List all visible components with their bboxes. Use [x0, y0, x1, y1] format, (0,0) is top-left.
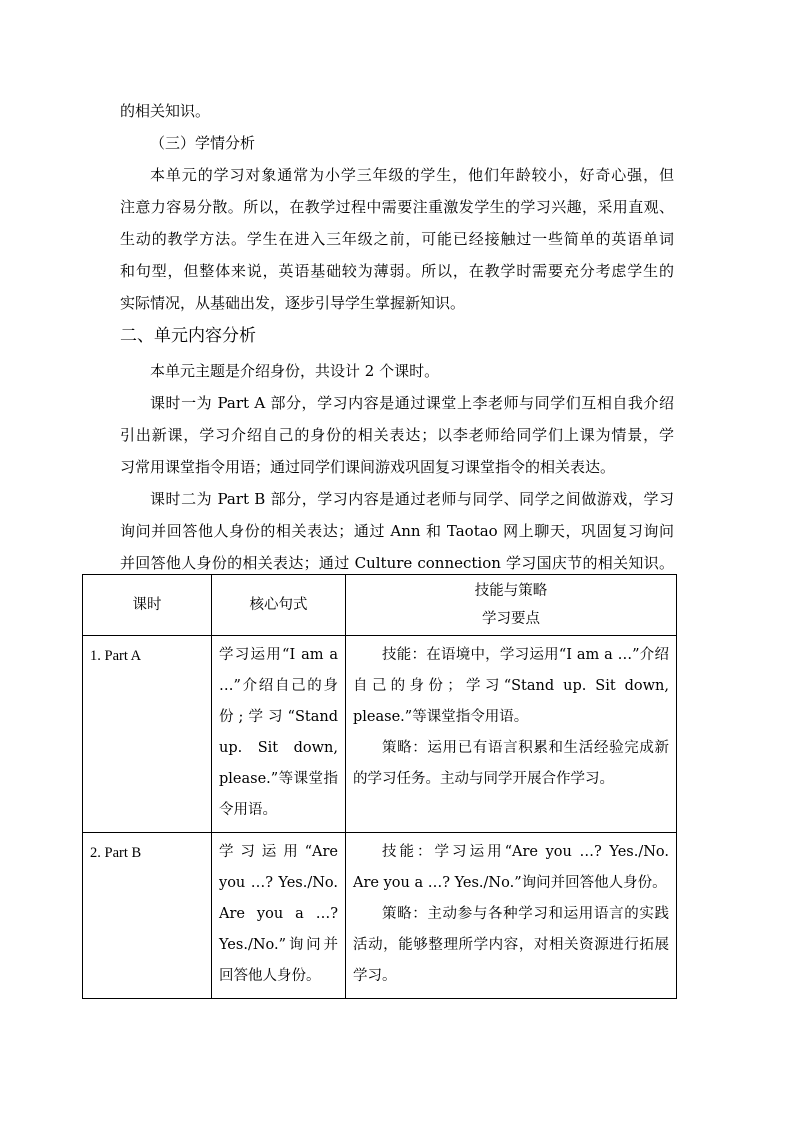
intro-tail-text: 的相关知识。: [120, 102, 211, 120]
header-core-sentences: 核心句式: [212, 575, 346, 636]
section-2-p3-line: 课时二为 Part B 部分，学习内容是通过老师与同学、同学之间做游戏，学习: [150, 490, 674, 508]
header-lesson: 课时: [83, 575, 212, 636]
section-2-title: 二、单元内容分析: [120, 326, 256, 346]
header-skills: [346, 575, 677, 636]
row-lesson: 2. Part B: [83, 833, 212, 999]
section-3-line: 和句型，但整体来说，英语基础较为薄弱。所以，在教学时需要充分考虑学生的: [120, 262, 674, 280]
row-lesson: 1. Part A: [83, 636, 212, 833]
section-2-p2-line: 课时一为 Part A 部分，学习内容是通过课堂上李老师与同学们互相自我介绍: [150, 394, 674, 412]
section-3-title: （三）学情分析: [150, 134, 256, 152]
row-core-sentence: 学习运用“Are you …? Yes./No. Are you a …? Yes./No.”询问并回答他人身份。: [212, 833, 346, 999]
row-skill-text: 技能：在语境中，学习运用“I am a …”介绍自己的身份；学习“Stand up. Sit down, please.”等课堂指令用语。: [353, 647, 669, 725]
section-2-p2-line: 引出新课，学习介绍自己的身份的相关表达；以李老师给同学们上课为情景，学: [120, 426, 674, 444]
section-2-paragraph-1: 本单元主题是介绍身份，共设计 2 个课时。: [150, 362, 440, 380]
row-skill-text: 技能：学习运用“Are you …? Yes./No. Are you a …? Yes./No.”询问并回答他人身份。: [353, 844, 669, 891]
section-2-p3-line: 询问并回答他人身份的相关表达；通过 Ann 和 Taotao 网上聊天，巩固复习询问: [120, 522, 674, 540]
header-skills-line1: 技能与策略: [474, 583, 548, 599]
section-3-line: 本单元的学习对象通常为小学三年级的学生，他们年龄较小，好奇心强，但: [150, 166, 674, 184]
lesson-analysis-table: [82, 574, 677, 999]
header-skills-line2: 学习要点: [482, 611, 540, 627]
section-3-line: 生动的教学方法。学生在进入三年级之前，可能已经接触过一些简单的英语单词: [120, 230, 674, 248]
section-3-line: 实际情况，从基础出发，逐步引导学生掌握新知识。: [120, 294, 466, 312]
row-core-sentence: 学习运用“I am a …”介绍自己的身份;学习“Stand up. Sit down, please.”等课堂指令用语。: [212, 636, 346, 833]
table-header-row: [83, 575, 677, 636]
row-skills-cell: [346, 833, 677, 999]
table-row: [83, 833, 677, 999]
row-skills-cell: [346, 636, 677, 833]
section-2-p3-line: 并回答他人身份的相关表达；通过 Culture connection 学习国庆节的相关知识。: [120, 554, 674, 572]
row-strategy-text: 策略：主动参与各种学习和运用语言的实践活动，能够整理所学内容，对相关资源进行拓展学习。: [353, 906, 669, 984]
section-2-p2-line: 习常用课堂指令用语；通过同学们课间游戏巩固复习课堂指令的相关表达。: [120, 458, 616, 476]
section-3-line: 注意力容易分散。所以，在教学过程中需要注重激发学生的学习兴趣，采用直观、: [120, 198, 674, 216]
row-strategy-text: 策略：运用已有语言积累和生活经验完成新的学习任务。主动与同学开展合作学习。: [353, 740, 669, 787]
table-row: [83, 636, 677, 833]
